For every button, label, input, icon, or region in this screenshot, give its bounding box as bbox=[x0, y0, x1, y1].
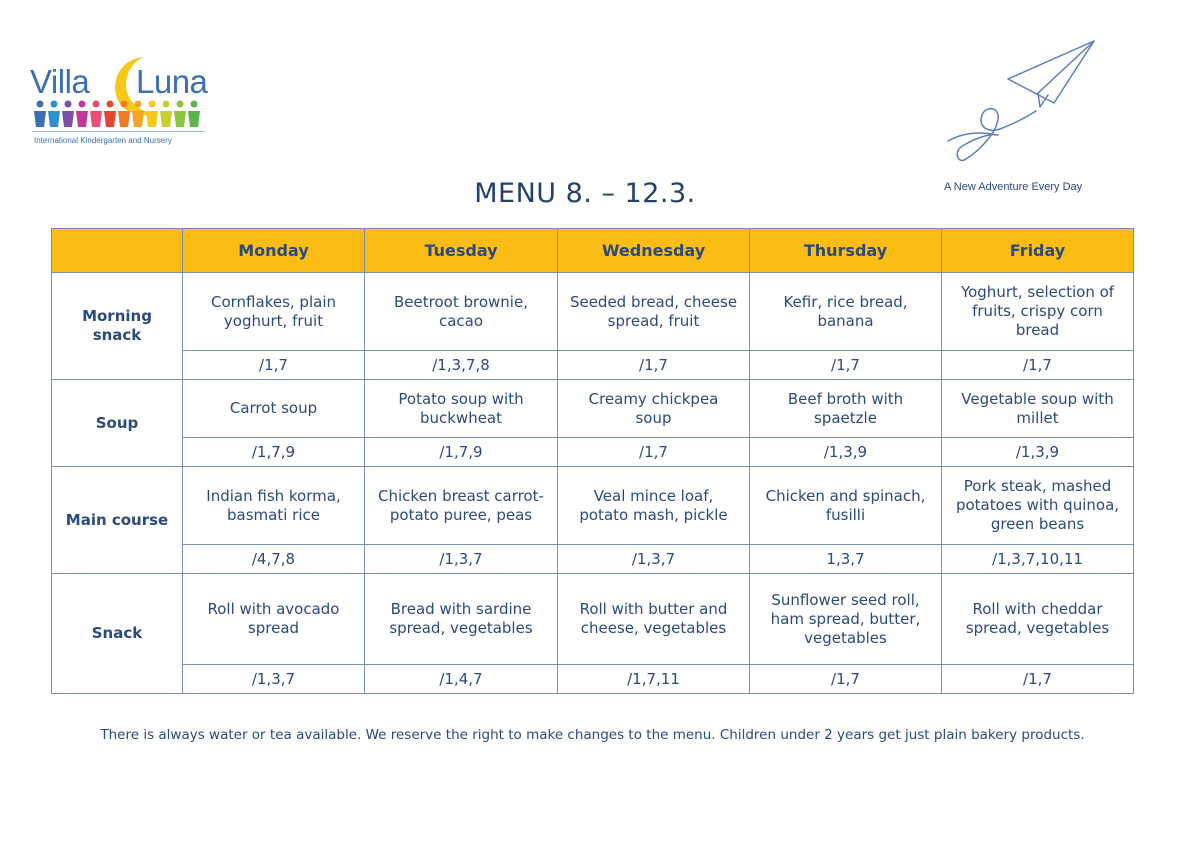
meal-cell: Roll with cheddar spread, vegetables bbox=[942, 574, 1134, 665]
meal-cell: Indian fish korma, basmati rice bbox=[183, 467, 365, 545]
day-header: Friday bbox=[942, 229, 1134, 273]
allergen-cell: /1,7,9 bbox=[183, 438, 365, 467]
allergen-cell: /1,7 bbox=[942, 665, 1134, 694]
day-header: Wednesday bbox=[558, 229, 750, 273]
meal-cell: Vegetable soup with millet bbox=[942, 380, 1134, 438]
allergen-cell: /1,7 bbox=[558, 351, 750, 380]
meal-cell: Chicken breast carrot-potato puree, peas bbox=[365, 467, 558, 545]
allergen-cell: /1,7,9 bbox=[365, 438, 558, 467]
villa-luna-logo bbox=[28, 55, 218, 155]
meal-cell: Kefir, rice bread, banana bbox=[750, 273, 942, 351]
allergen-cell: /1,7 bbox=[183, 351, 365, 380]
meal-cell: Cornflakes, plain yoghurt, fruit bbox=[183, 273, 365, 351]
logo-divider bbox=[32, 131, 204, 132]
paper-plane-icon bbox=[940, 35, 1110, 175]
meal-cell: Creamy chickpea soup bbox=[558, 380, 750, 438]
allergen-cell: /1,7 bbox=[942, 351, 1134, 380]
tagline: A New Adventure Every Day bbox=[944, 181, 1083, 193]
meal-cell: Veal mince loaf, potato mash, pickle bbox=[558, 467, 750, 545]
meal-cell: Beetroot brownie, cacao bbox=[365, 273, 558, 351]
table-row bbox=[52, 380, 1134, 438]
allergen-row bbox=[52, 438, 1134, 467]
allergen-cell: /1,3,9 bbox=[942, 438, 1134, 467]
allergen-cell: /1,3,7,8 bbox=[365, 351, 558, 380]
meal-cell: Seeded bread, cheese spread, fruit bbox=[558, 273, 750, 351]
meal-cell: Yoghurt, selection of fruits, crispy corn bread bbox=[942, 273, 1134, 351]
row-label: Soup bbox=[52, 380, 183, 467]
menu-table bbox=[51, 228, 1134, 694]
children-row-icon bbox=[34, 99, 206, 129]
allergen-cell: /1,3,7 bbox=[183, 665, 365, 694]
day-header: Monday bbox=[183, 229, 365, 273]
allergen-cell: /1,7 bbox=[750, 665, 942, 694]
footer-note: There is always water or tea available. We reserve the right to make changes to the menu. Children under 2 years get just plain bakery products. bbox=[100, 727, 1085, 743]
logo-name-luna: Luna bbox=[136, 63, 208, 100]
allergen-row bbox=[52, 545, 1134, 574]
logo-name-villa: Villa bbox=[30, 63, 90, 100]
header-row bbox=[52, 229, 1134, 273]
table-row bbox=[52, 574, 1134, 665]
allergen-cell: 1,3,7 bbox=[750, 545, 942, 574]
allergen-cell: /1,3,7 bbox=[558, 545, 750, 574]
day-header: Thursday bbox=[750, 229, 942, 273]
allergen-cell: /1,7 bbox=[558, 438, 750, 467]
header-corner bbox=[52, 229, 183, 273]
meal-cell: Roll with avocado spread bbox=[183, 574, 365, 665]
allergen-cell: /1,3,9 bbox=[750, 438, 942, 467]
meal-cell: Beef broth with spaetzle bbox=[750, 380, 942, 438]
allergen-row bbox=[52, 665, 1134, 694]
meal-cell: Carrot soup bbox=[183, 380, 365, 438]
row-label: Snack bbox=[52, 574, 183, 694]
day-header: Tuesday bbox=[365, 229, 558, 273]
row-label: Main course bbox=[52, 467, 183, 574]
allergen-cell: /1,3,7,10,11 bbox=[942, 545, 1134, 574]
allergen-cell: /1,4,7 bbox=[365, 665, 558, 694]
allergen-cell: /4,7,8 bbox=[183, 545, 365, 574]
meal-cell: Roll with butter and cheese, vegetables bbox=[558, 574, 750, 665]
table-row bbox=[52, 467, 1134, 545]
page-title: MENU 8. – 12.3. bbox=[474, 178, 696, 209]
table-row bbox=[52, 273, 1134, 351]
meal-cell: Sunflower seed roll, ham spread, butter, vegetables bbox=[750, 574, 942, 665]
allergen-cell: /1,3,7 bbox=[365, 545, 558, 574]
meal-cell: Bread with sardine spread, vegetables bbox=[365, 574, 558, 665]
allergen-cell: /1,7,11 bbox=[558, 665, 750, 694]
logo-subtitle: International Kindergarten and Nursery bbox=[34, 136, 172, 145]
allergen-row bbox=[52, 351, 1134, 380]
meal-cell: Chicken and spinach, fusilli bbox=[750, 467, 942, 545]
row-label: Morning snack bbox=[52, 273, 183, 380]
meal-cell: Potato soup with buckwheat bbox=[365, 380, 558, 438]
allergen-cell: /1,7 bbox=[750, 351, 942, 380]
meal-cell: Pork steak, mashed potatoes with quinoa, green beans bbox=[942, 467, 1134, 545]
